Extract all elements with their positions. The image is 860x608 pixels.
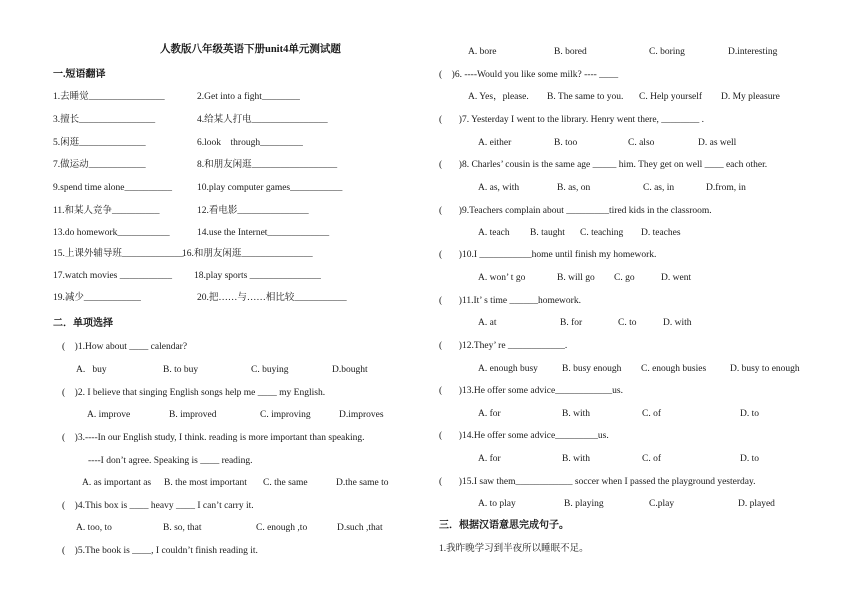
- option: C. of: [642, 454, 661, 464]
- option: A. too, to: [76, 523, 112, 533]
- option: A. enough busy: [478, 364, 538, 374]
- option: C. go: [614, 273, 635, 283]
- option: B. for: [560, 318, 583, 328]
- question-14: ( )14.He offer some advice_________us.: [439, 431, 609, 441]
- option: A. as important as: [82, 478, 152, 488]
- question-12: ( )12.They’ re ____________.: [439, 341, 568, 351]
- option: A. as, with: [478, 183, 520, 193]
- option: C. to: [618, 318, 637, 328]
- phrase-item: 7.做运动____________: [53, 160, 146, 170]
- option: C. buying: [251, 365, 289, 375]
- option: B. The same to you.: [547, 92, 624, 102]
- option: A. for: [478, 409, 501, 419]
- option: B. taught: [530, 228, 565, 238]
- question-6: ( )6. ----Would you like some milk? ---- ____: [439, 70, 619, 80]
- option: A. won’ t go: [478, 273, 526, 283]
- option: D. played: [738, 499, 775, 509]
- phrase-item: 13.do homework___________: [53, 228, 170, 238]
- phrase-item: 5.闲逛______________: [53, 138, 146, 148]
- option: A. teach: [478, 228, 510, 238]
- question-3-line2: ----I don’t agree. Speaking is ____ reading.: [88, 456, 253, 466]
- option: B. too: [554, 138, 578, 148]
- phrase-item: 10.play computer games___________: [197, 183, 343, 193]
- phrase-item: 14.use the Internet_____________: [197, 228, 330, 238]
- question-15: ( )15.I saw them____________ soccer when I passed the playground yesterday.: [439, 477, 756, 487]
- option: A. bore: [468, 47, 497, 57]
- question-10: ( )10.I ___________home until finish my homework.: [439, 250, 657, 260]
- phrase-item: 16.和朋友闲逛_______________: [182, 249, 313, 259]
- question-2: ( )2. I believe that singing English songs help me ____ my English.: [62, 388, 326, 398]
- option: A. either: [478, 138, 512, 148]
- question-13: ( )13.He offer some advice____________us.: [439, 386, 623, 396]
- option: C. boring: [649, 47, 685, 57]
- option: C. also: [628, 138, 655, 148]
- question-1: ( )1.How about ____ calendar?: [62, 342, 188, 352]
- section-heading-sentence-completion: 三．根据汉语意思完成句子。: [439, 520, 569, 531]
- question-3: ( )3.----In our English study, I think. reading is more important than speaking.: [62, 433, 365, 443]
- option: A. buy: [76, 365, 107, 375]
- phrase-item: 17.watch movies ___________: [53, 271, 173, 281]
- option: A. for: [478, 454, 501, 464]
- phrase-item: 1.去睡觉________________: [53, 92, 165, 102]
- option: C. the same: [263, 478, 308, 488]
- option: B. as, on: [557, 183, 591, 193]
- option: C. of: [642, 409, 661, 419]
- option: D.bought: [332, 365, 368, 375]
- option: D. went: [661, 273, 692, 283]
- page-title: 人教版八年级英语下册unit4单元测试题: [160, 44, 341, 55]
- option: D.interesting: [728, 47, 778, 57]
- option: D.such ,that: [337, 523, 383, 533]
- option: D.the same to: [336, 478, 389, 488]
- option: C.play: [649, 499, 675, 509]
- phrase-item: 18.play sports _______________: [194, 271, 321, 281]
- option: B. so, that: [163, 523, 202, 533]
- option: D. as well: [698, 138, 737, 148]
- option: B. bored: [554, 47, 587, 57]
- phrase-item: 8.和朋友闲逛__________________: [197, 160, 338, 170]
- phrase-item: 6.look through_________: [197, 138, 303, 148]
- question-8: ( )8. Charles’ cousin is the same age _____ him. They get on well ____ each other.: [439, 160, 768, 170]
- option: A. Yes，please.: [468, 92, 529, 102]
- question-7: ( )7. Yesterday I went to the library. Henry went there, ________ .: [439, 115, 705, 125]
- option: D. to: [740, 454, 759, 464]
- option: B. to buy: [163, 365, 199, 375]
- question-11: ( )11.It’ s time ______homework.: [439, 296, 581, 306]
- option: A. improve: [87, 410, 131, 420]
- option: B. with: [562, 454, 590, 464]
- option: C. teaching: [580, 228, 624, 238]
- option: B. playing: [564, 499, 604, 509]
- option: D.from, in: [706, 183, 746, 193]
- question-4: ( )4.This box is ____ heavy ____ I can’t carry it.: [62, 501, 254, 511]
- option: C. as, in: [643, 183, 675, 193]
- phrase-item: 19.减少____________: [53, 293, 141, 303]
- option: D. My pleasure: [721, 92, 780, 102]
- option: D. with: [663, 318, 692, 328]
- phrase-item: 20.把……与……相比较___________: [197, 293, 347, 303]
- option: C. Help yourself: [639, 92, 703, 102]
- section-heading-translation: 一.短语翻译: [53, 69, 106, 80]
- option: B. with: [562, 409, 590, 419]
- option: B. improved: [169, 410, 217, 420]
- phrase-item: 2.Get into a fight________: [197, 92, 300, 102]
- option: D. to: [740, 409, 759, 419]
- phrase-item: 12.看电影_______________: [197, 206, 309, 216]
- option: B. the most important: [164, 478, 247, 488]
- phrase-item: 15.上课外辅导班_____________: [53, 249, 184, 259]
- option: B. will go: [557, 273, 595, 283]
- section-heading-multiple-choice: 二．单项选择: [53, 318, 113, 329]
- phrase-item: 11.和某人竞争__________: [53, 206, 160, 216]
- option: A. at: [478, 318, 497, 328]
- option: A. to play: [478, 499, 516, 509]
- option: C. enough busies: [641, 364, 707, 374]
- question-9: ( )9.Teachers complain about _________tired kids in the classroom.: [439, 206, 712, 216]
- question-5: ( )5.The book is ____, I couldn’t finish reading it.: [62, 546, 258, 556]
- option: D. busy to enough: [730, 364, 800, 374]
- option: D.improves: [339, 410, 384, 420]
- option: D. teaches: [641, 228, 681, 238]
- phrase-item: 4.给某人打电________________: [197, 115, 328, 125]
- option: B. busy enough: [562, 364, 622, 374]
- sentence-item: 1.我昨晚学习到半夜所以睡眠不足。: [439, 544, 589, 554]
- option: C. enough ,to: [256, 523, 308, 533]
- phrase-item: 9.spend time alone__________: [53, 183, 172, 193]
- phrase-item: 3.擅长________________: [53, 115, 156, 125]
- option: C. improving: [260, 410, 311, 420]
